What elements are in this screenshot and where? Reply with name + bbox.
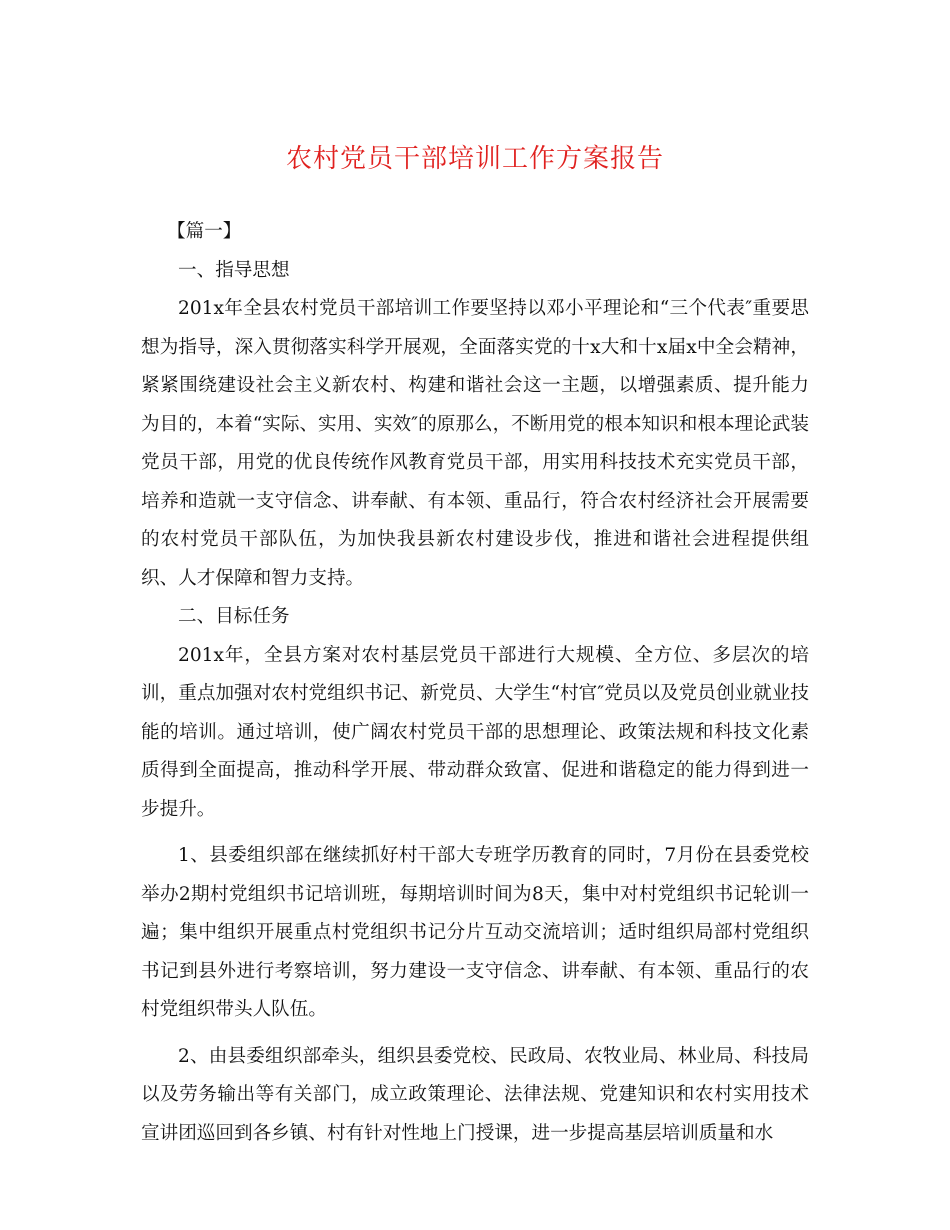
paragraph-guiding-ideology: 201x年全县农村党员干部培训工作要坚持以邓小平理论和“三个代表″重要思想为指导，深入贯彻落实科学开展观，全面落实党的十x大和十x届x中全会精神，紧紧围绕建设社会主义新农村、构建和谐社会这一主题，以增强素质、提升能力为目的，本着“实际、实用、实效″的原那么，不断用党的根本知识和根本理论武装党员干部，用党的优良传统作风教育党员干部，用实用科技技术充实党员干部，培养和造就一支守信念、讲奉献、有本领、重品行，符合农村经济社会开展需要的农村党员干部队伍，为加快我县新农村建设步伐，推进和谐社会进程提供组织、人才保障和智力支持。 [141, 298, 809, 589]
document-title: 农村党员干部培训工作方案报告 [285, 144, 664, 174]
paragraph-item-2: 2、由县委组织部牵头，组织县委党校、民政局、农牧业局、林业局、科技局以及劳务输出等有关部门，成立政策理论、法律法规、党建知识和农村实用技术宣讲团巡回到各乡镇、村有针对性地上门授课，进一步提高基层培训质量和水 [141, 1045, 809, 1144]
paragraph-item-1: 1、县委组织部在继续抓好村干部大专班学历教育的同时，7月份在县委党校举办2期村党组织书记培训班，每期培训时间为8天，集中对村党组织书记轮训一遍；集中组织开展重点村党组织书记分片互动交流培训；适时组织局部村党组织书记到县外进行考察培训，努力建设一支守信念、讲奉献、有本领、重品行的农村党组织带头人队伍。 [141, 845, 809, 1020]
section-heading-goals-tasks: 二、目标任务 [178, 606, 290, 627]
paragraph-goals-tasks: 201x年，全县方案对农村基层党员干部进行大规模、全方位、多层次的培训，重点加强对农村党组织书记、新党员、大学生“村官″党员以及党员创业就业技能的培训。通过培训，使广阔农村党员干部的思想理论、政策法规和科技文化素质得到全面提高，推动科学开展、带动群众致富、促进和谐稳定的能力得到进一步提升。 [141, 644, 809, 820]
document-body [141, 213, 809, 1153]
section-heading-guiding-ideology: 一、指导思想 [178, 259, 290, 281]
section-marker: 【篇一】 [167, 221, 242, 242]
